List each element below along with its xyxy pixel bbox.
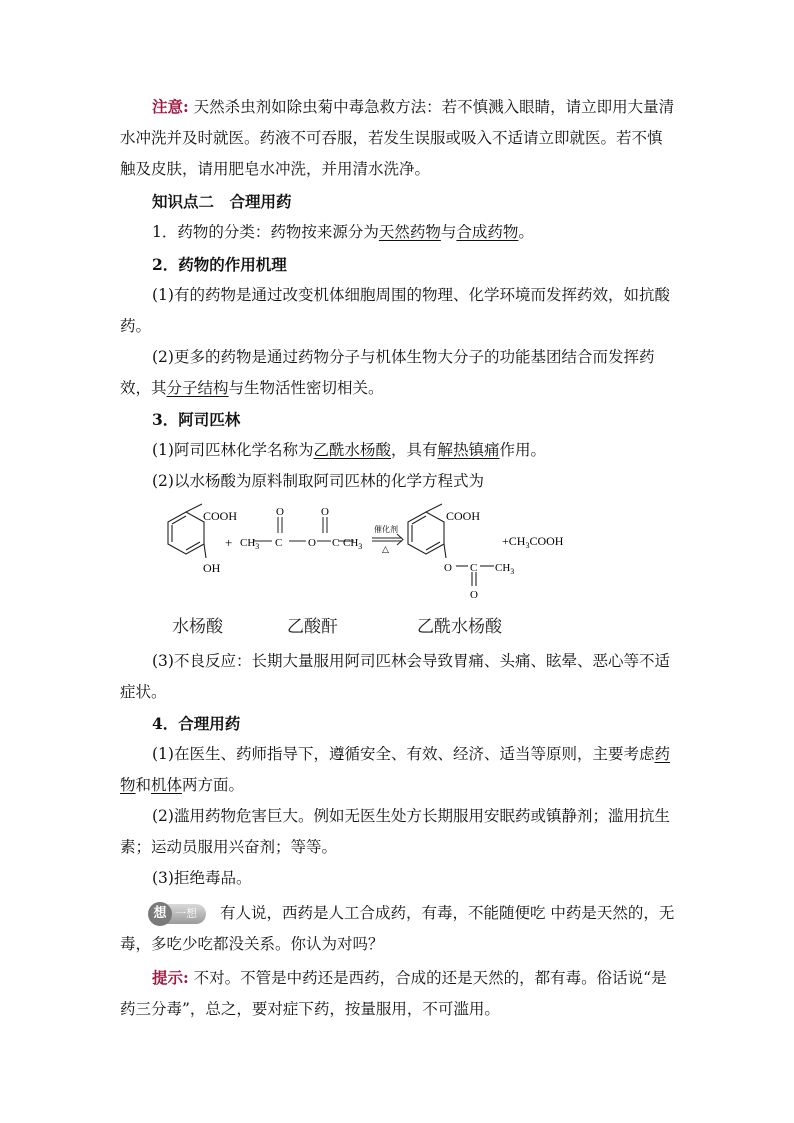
carbon-2: C	[332, 537, 340, 549]
label-salicylic-acid: 水杨酸	[172, 617, 223, 637]
heat-symbol: △	[382, 544, 389, 554]
note-paragraph	[120, 91, 676, 185]
salicylic-acid-structure	[168, 504, 206, 558]
cooh-label-2: COOH	[446, 509, 481, 523]
carbonyl-oxygen: O	[470, 589, 478, 601]
think-question	[120, 898, 676, 960]
plus-sign-1: +	[225, 535, 233, 550]
item3-title: 3．阿司匹林	[152, 410, 241, 429]
item1-end: 。	[518, 223, 534, 241]
item4-p1-c: 两方面。	[182, 776, 245, 794]
label-acetic-anhydride: 乙酸酐	[287, 617, 338, 637]
item3-p2: (2)以水杨酸为原料制取阿司匹林的化学方程式为	[152, 472, 484, 490]
item2-p2-b: 与生物活性密切相关。	[228, 379, 384, 397]
catalyst-label: 催化剂	[374, 525, 398, 534]
ester-oxygen: O	[444, 562, 452, 574]
note-text: 天然杀虫剂如除虫菊中毒急救方法：若不慎溅入眼睛，请立即用大量清水冲洗并及时就医。药液不可吞服，若发生误服或吸入不适请立即就医。若不慎触及皮肤，请用肥皂水冲洗，并用清水洗净。	[120, 98, 675, 178]
note-label: 注意:	[152, 97, 189, 116]
acetyl-ch3: $CH_3$	[495, 562, 515, 576]
hint-paragraph	[120, 962, 676, 1025]
natural-drug-term: 天然药物	[378, 223, 441, 241]
drug-term: 药物	[120, 745, 670, 794]
item4-title: 4．合理用药	[152, 714, 241, 733]
oxygen-2: O	[321, 506, 329, 518]
item1-mid: 与	[440, 223, 457, 241]
oxygen-1: O	[276, 506, 284, 518]
item4-p1-a: (1)在医生、药师指导下，遵循安全、有效、经济、适当等原则，主要考虑	[152, 745, 655, 763]
ch3-right: $CH_3$	[343, 537, 363, 551]
antipyretic-analgesic-term: 解热镇痛	[437, 441, 500, 459]
acetic-acid-product: $+CH_3COOH$	[502, 534, 564, 550]
think-badge-icon: 想 一想	[150, 904, 206, 924]
chemical-equation	[150, 500, 590, 610]
item2-p1: (1)有的药物是通过改变机体细胞周围的物理、化学环境而发挥药效，如抗酸药。	[120, 286, 670, 335]
carbon-1: C	[275, 537, 283, 549]
item2-title: 2．药物的作用机理	[152, 255, 287, 274]
item2-p2	[120, 342, 676, 404]
molecular-structure-term: 分子结构	[166, 379, 229, 397]
item1-paragraph	[120, 217, 676, 248]
item3-p1-b: ，具有	[390, 441, 438, 459]
item3-p1-c: 作用。	[499, 441, 547, 459]
hint-text: 不对。不管是中药还是西药，合成的还是天然的，都有毒。俗话说“是药三分毒”，总之，要对症下药，按量服用，不可滥用。	[120, 969, 667, 1018]
cooh-label-1: COOH	[203, 509, 238, 523]
oh-label: OH	[203, 561, 221, 575]
item3-p1-a: (1)阿司匹林化学名称为	[152, 441, 314, 459]
label-acetylsalicylic-acid: 乙酰水杨酸	[417, 617, 502, 637]
item3-p3: (3)不良反应：长期大量服用阿司匹林会导致胃痛、头痛、眩晕、恶心等不适症状。	[120, 652, 670, 701]
ch3-left: $CH_3$	[240, 537, 260, 551]
item4-p1-b: 和	[135, 776, 152, 794]
item4-p3: (3)拒绝毒品。	[152, 869, 252, 887]
item1-prefix: 1．药物的分类：药物按来源分为	[152, 223, 379, 241]
section-title: 知识点二 合理用药	[152, 192, 292, 211]
carbonyl-carbon: C	[470, 562, 478, 574]
item2-p2-a: (2)更多的药物是通过药物分子与机体生物大分子的功能基团结合而发挥药效，其	[120, 348, 655, 397]
body-term: 机体	[151, 776, 183, 794]
item4-p1	[120, 739, 676, 801]
item3-p1	[120, 435, 676, 466]
bridge-oxygen: O	[308, 537, 316, 549]
acetylsalicylic-acid-term: 乙酰水杨酸	[313, 441, 391, 459]
hint-label: 提示:	[152, 968, 189, 987]
synthetic-drug-term: 合成药物	[456, 223, 519, 241]
item4-p2: (2)滥用药物危害巨大。例如无医生处方长期服用安眠药或镇静剂；滥用抗生素；运动员服用兴奋剂；等等。	[120, 807, 670, 856]
think-question-text: 有人说，西药是人工合成药，有毒，不能随便吃 中药是天然的，无毒，多吃少吃都没关系。你认为对吗？	[120, 904, 675, 953]
